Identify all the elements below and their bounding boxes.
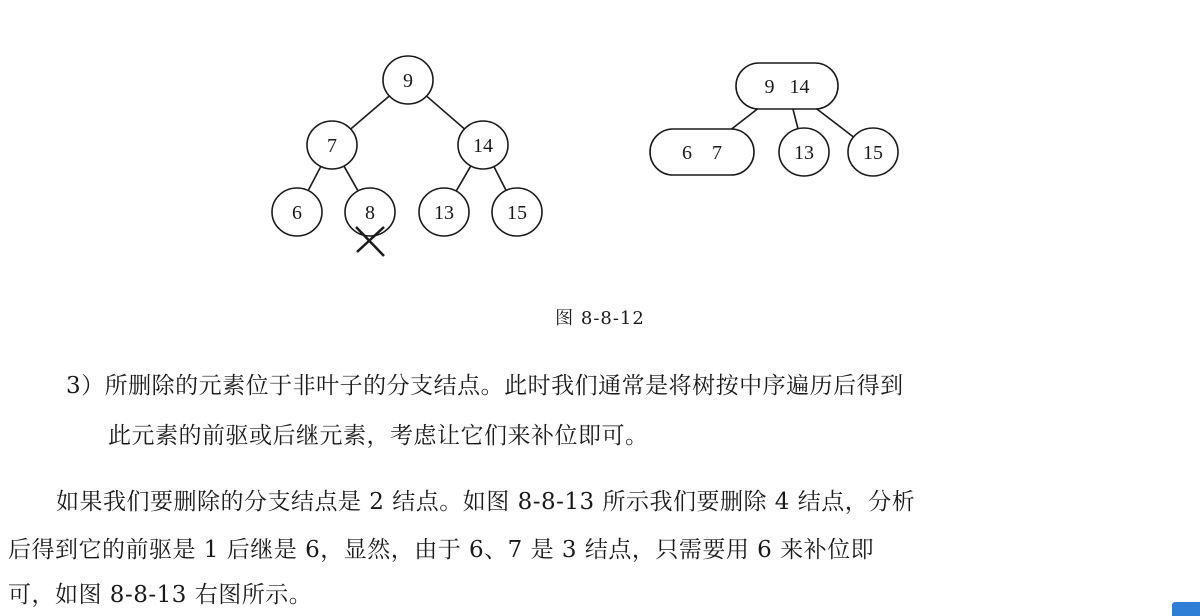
left-tree-node-label-n13: 13 [434, 202, 454, 224]
paragraph-line-1: 如果我们要删除的分支结点是 2 结点。如图 8-8-13 所示我们要删除 4 结点，分析 [56, 489, 916, 515]
left-tree-edge-n14-n15 [494, 167, 506, 191]
left-tree-node-label-n6: 6 [292, 202, 302, 224]
left-tree-node-n6 [272, 188, 322, 236]
left-tree-edge-n9-n7 [351, 96, 390, 129]
tree-figure [0, 0, 1200, 300]
left-tree-edge-n7-n8 [344, 166, 358, 191]
left-tree-node-n8 [345, 188, 395, 236]
figure-caption: 图 8-8-12 [555, 308, 645, 329]
left-tree-node-n15 [492, 188, 542, 236]
left-tree-node-n9 [383, 56, 433, 104]
left-tree-node-n13 [419, 188, 469, 236]
right-tree-node-label-r_67: 6 7 [682, 142, 722, 164]
left-tree-edge-n14-n13 [456, 166, 471, 191]
left-tree-node-label-n7: 7 [327, 135, 337, 157]
right-tree-node-r_13 [779, 128, 829, 176]
right-tree-node-r_67 [650, 129, 754, 175]
item3-line-2: 此元素的前驱或后继元素，考虑让它们来补位即可。 [108, 423, 649, 449]
left-tree-edge-n9-n14 [427, 96, 465, 129]
paragraph-line-3: 可，如图 8-8-13 右图所示。 [8, 582, 313, 608]
paragraph-line-2: 后得到它的前驱是 1 后继是 6，显然，由于 6、7 是 3 结点，只需要用 6 来补位即 [8, 537, 875, 563]
right-tree-node-label-r_15: 15 [863, 142, 883, 164]
corner-badge [1172, 602, 1200, 616]
right-tree-edge-r_root-r_13 [793, 109, 798, 129]
right-tree-node-r_15 [848, 128, 898, 176]
left-tree-node-n7 [307, 121, 357, 169]
left-tree-node-label-n8: 8 [365, 202, 375, 224]
right-tree-node-r_root [736, 63, 838, 109]
left-tree-node-label-n15: 15 [507, 202, 527, 224]
item3-line-1: 3）所删除的元素位于非叶子的分支结点。此时我们通常是将树按中序遍历后得到 [66, 373, 904, 399]
tree-nodes [272, 56, 898, 236]
left-tree-node-n14 [458, 121, 508, 169]
right-tree-node-label-r_13: 13 [794, 142, 814, 164]
right-tree-edge-r_root-r_67 [728, 106, 762, 132]
tree-edges [308, 96, 853, 191]
left-tree-node-label-n14: 14 [473, 135, 493, 157]
right-tree-node-label-r_root: 9 14 [764, 76, 810, 98]
left-tree-edge-n7-n6 [308, 166, 321, 190]
left-tree-node-label-n9: 9 [403, 70, 413, 92]
